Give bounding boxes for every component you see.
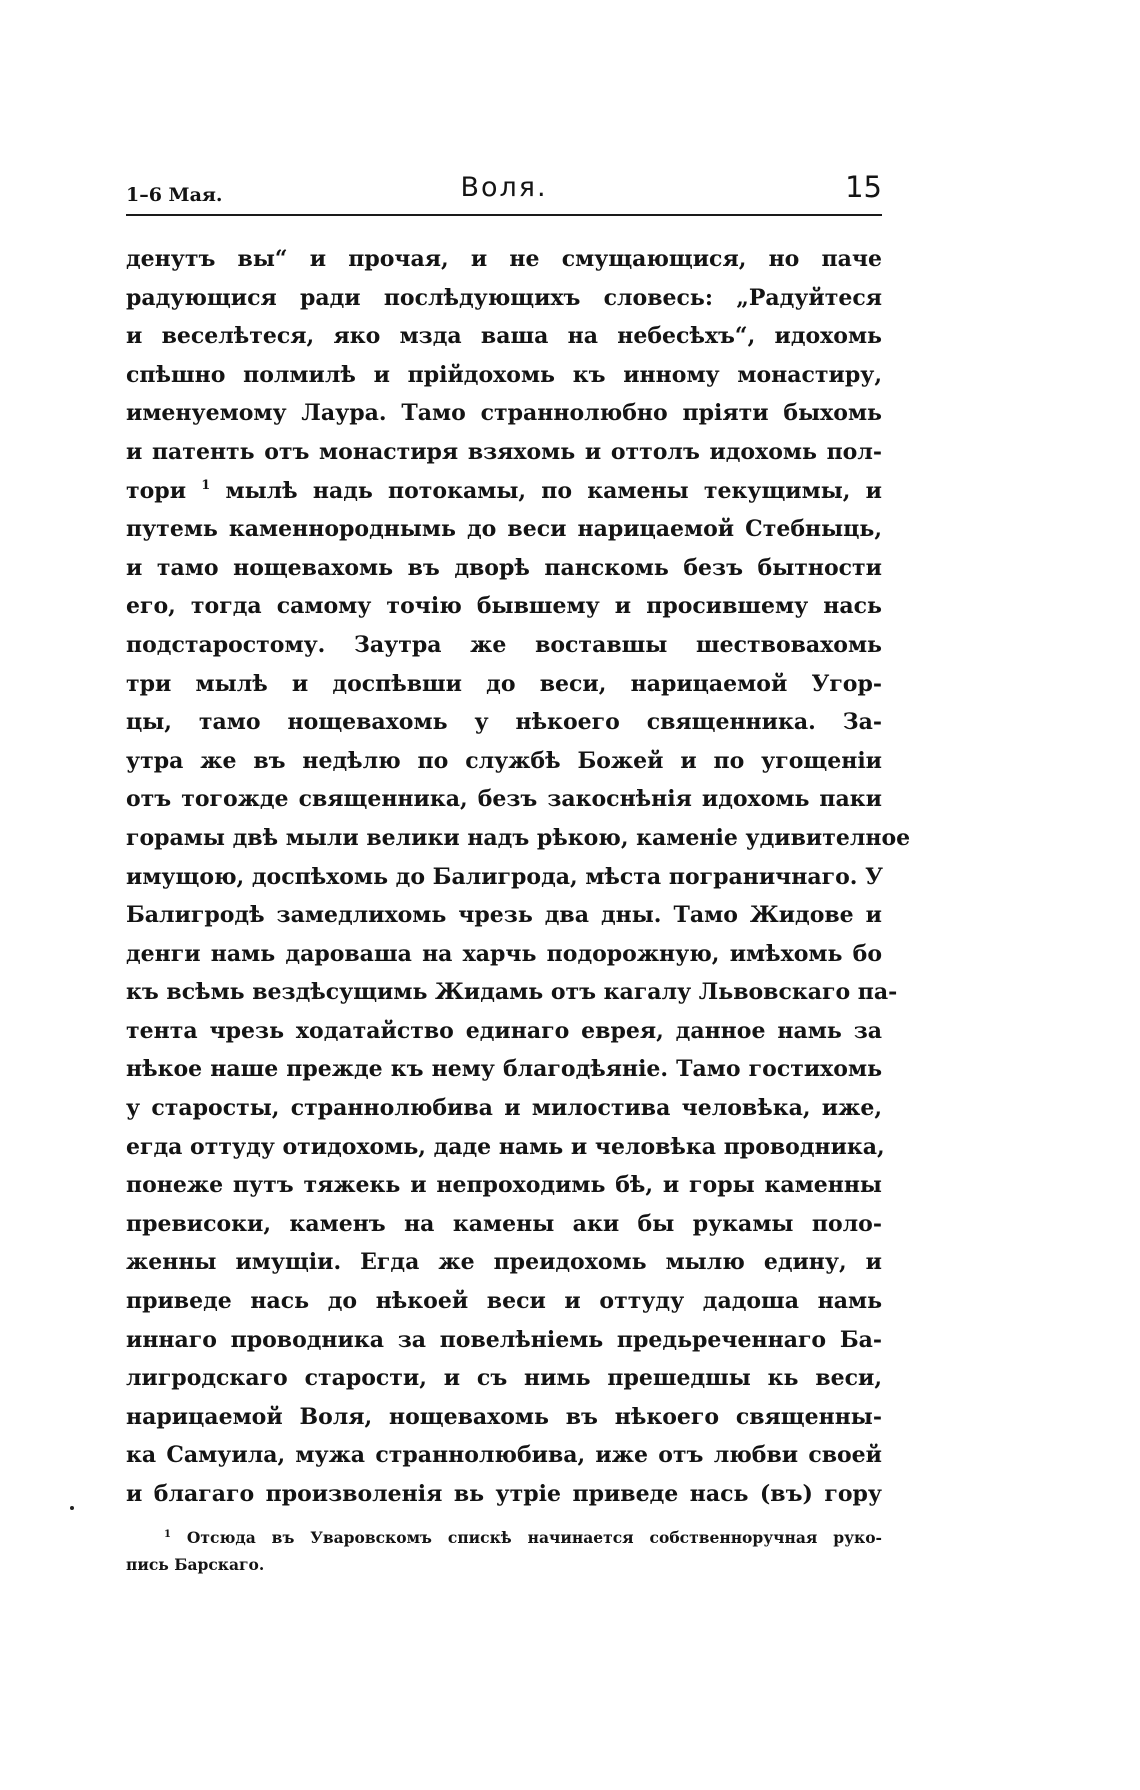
text-line: ка Самуила, мужа страннолюбива, иже отъ любви своей: [126, 1442, 882, 1469]
text-line: и веселѣтеся, яко мзда ваша на небесѣхъ“, идохомь: [126, 323, 882, 350]
text-line: радующися ради послѣдующихъ словесь: „Радуйтеся: [126, 284, 882, 311]
text-segment: тори: [126, 477, 187, 504]
text-line: денги намь дароваша на харчь подорожную, имѣхомь бо: [126, 940, 882, 967]
text-line: имущою, доспѣхомь до Балигрода, мѣста пограничнаго. У: [126, 863, 883, 890]
body-text: [126, 240, 911, 1514]
footnote-line-2: пись Барскаго.: [126, 1554, 265, 1574]
text-line: три мылѣ и доспѣвши до веси, нарицаемой Угор-: [126, 670, 882, 697]
text-line: нѣкое наше прежде къ нему благодѣяніе. Тамо гостихомь: [126, 1056, 882, 1083]
text-line: путемь каменнороднымь до веси нарицаемой Стебныць,: [126, 516, 882, 543]
text-line: денутъ вы“ и прочая, и не смущающися, но паче: [126, 246, 882, 272]
text-line: превисоки, каменъ на камены аки бы рукамы поло-: [126, 1210, 882, 1237]
text-line-with-footnote-ref: [126, 472, 882, 511]
text-line: цы, тамо нощевахомь у нѣкоего священника. За-: [126, 709, 882, 736]
text-line: и благаго произволенія вь утріе приведе нась (въ) гору: [126, 1481, 882, 1507]
scan-speck: [70, 1506, 74, 1510]
header-date: 1–6 Мая.: [126, 184, 223, 206]
text-line: Балигродѣ замедлихомь чрезь два дны. Тамо Жидове и: [126, 902, 882, 929]
text-line: подстаростому. Заутра же воставшы шествовахомь: [126, 631, 882, 658]
text-line: спѣшно полмилѣ и прійдохомь къ инному монастиру,: [126, 361, 882, 388]
running-head: [126, 170, 882, 216]
page-number: 15: [845, 170, 882, 204]
text-line: понеже путъ тяжекь и непроходимь бѣ, и горы каменны: [126, 1172, 882, 1199]
footnote-reference: 1: [201, 477, 211, 493]
text-line: приведе нась до нѣкоей веси и оттуду дадоша намь: [126, 1288, 882, 1315]
footnote: [126, 1524, 882, 1578]
text-line: его, тогда самому точію бывшему и просившему нась: [126, 593, 882, 620]
text-line: къ всѣмь вездѣсущимь Жидамь отъ кагалу Львовскаго па-: [126, 979, 898, 1006]
text-line: именуемому Лаура. Тамо страннолюбно пріяти быхомь: [126, 400, 882, 427]
footnote-marker: 1: [164, 1528, 171, 1540]
header-title: Воля.: [460, 172, 548, 203]
text-line: лигродскаго старости, и съ нимь прешедшы кь веси,: [126, 1365, 882, 1392]
text-segment: мылѣ надь потокамы, по камены текущимы, и: [225, 477, 882, 504]
text-line: у старосты, страннолюбива и милостива человѣка, иже,: [126, 1095, 882, 1122]
text-line: отъ тогожде священника, безъ закоснѣнія идохомь паки: [126, 786, 882, 813]
text-line: горамы двѣ мыли велики надъ рѣкою, каменіе удивителное: [126, 824, 911, 851]
text-line: и патенть отъ монастиря взяхомь и оттолъ идохомь пол-: [126, 438, 882, 465]
text-line: иннаго проводника за повелѣніемь предьреченнаго Ба-: [126, 1326, 882, 1353]
text-line: нарицаемой Воля, нощевахомь въ нѣкоего священны-: [126, 1403, 882, 1430]
footnote-line: [126, 1524, 882, 1551]
page-content: [126, 170, 911, 1578]
text-line: тента чрезь ходатайство единаго еврея, данное намь за: [126, 1017, 882, 1044]
text-line: утра же въ недѣлю по службѣ Божей и по угощеніи: [126, 747, 882, 774]
text-line: егда оттуду отидохомь, даде намь и человѣка проводника,: [126, 1133, 885, 1160]
text-line: женны имущіи. Егда же преидохомь мылю едину, и: [126, 1249, 882, 1276]
footnote-text: Отсюда въ Уваровскомъ спискѣ начинается собственноручная руко-: [186, 1527, 882, 1547]
text-line: и тамо нощевахомь въ дворѣ панскомь безъ бытности: [126, 554, 882, 581]
